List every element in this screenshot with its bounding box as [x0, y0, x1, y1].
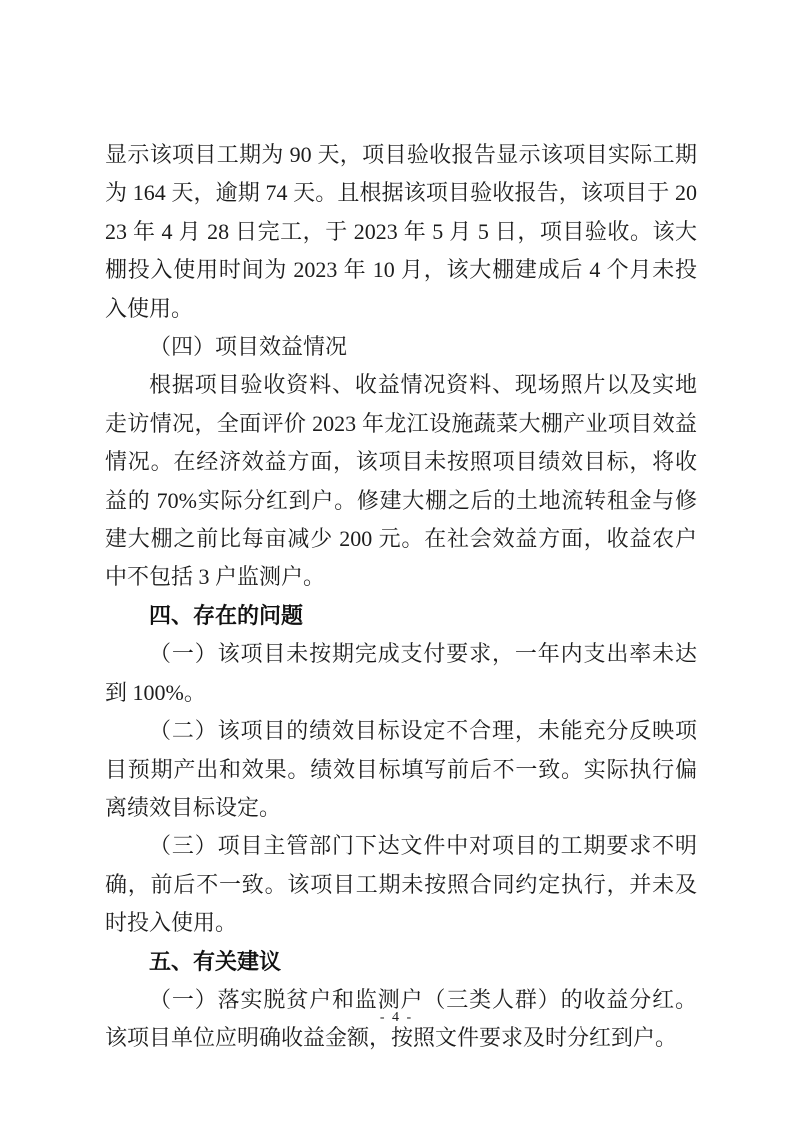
paragraph-problem-3: （三）项目主管部门下达文件中对项目的工期要求不明确，前后不一致。该项目工期未按照合同约定执行，并未及时投入使用。 — [105, 833, 697, 936]
subsection-heading-project-benefit: （四）项目效益情况 — [149, 334, 348, 360]
paragraph-problem-2: （二）该项目的绩效目标设定不合理，未能充分反映项目预期产出和效果。绩效目标填写前后不一致。实际执行偏离绩效目标设定。 — [105, 718, 697, 820]
paragraph-problem-1: （一）该项目未按期完成支付要求，一年内支出率未达到 100%。 — [105, 641, 697, 705]
section-heading-suggestions: 五、有关建议 — [149, 948, 282, 974]
paragraph-project-duration: 显示该项目工期为 90 天，项目验收报告显示该项目实际工期为 164 天，逾期 74 天。且根据该项目验收报告，该项目于 2023 年 4 月 28 日完工，于 2023 年 5 月 5 日，项目验收。该大棚投入使用时间为 2023 年 10 月，该大棚建成后 4 个月未投入使用。 — [105, 142, 697, 321]
paragraph-suggestion-1: （一）落实脱贫户和监测户（三类人群）的收益分红。该项目单位应明确收益金额，按照文件要求及时分红到户。 — [105, 986, 697, 1051]
page-number-footer: - 4 - — [379, 1010, 414, 1025]
paragraph-benefit-evaluation: 根据项目验收资料、收益情况资料、现场照片以及实地走访情况，全面评价 2023 年龙江设施蔬菜大棚产业项目效益情况。在经济效益方面，该项目未按照项目绩效目标，将收益的 70%实际分红到户。修建大棚之后的土地流转租金与修建大棚之前比每亩减少 200 元。在社会效益方面，收益农户中不包括 3 户监测户。 — [105, 372, 697, 590]
section-heading-problems: 四、存在的问题 — [149, 602, 304, 628]
document-text-block — [105, 136, 697, 1058]
